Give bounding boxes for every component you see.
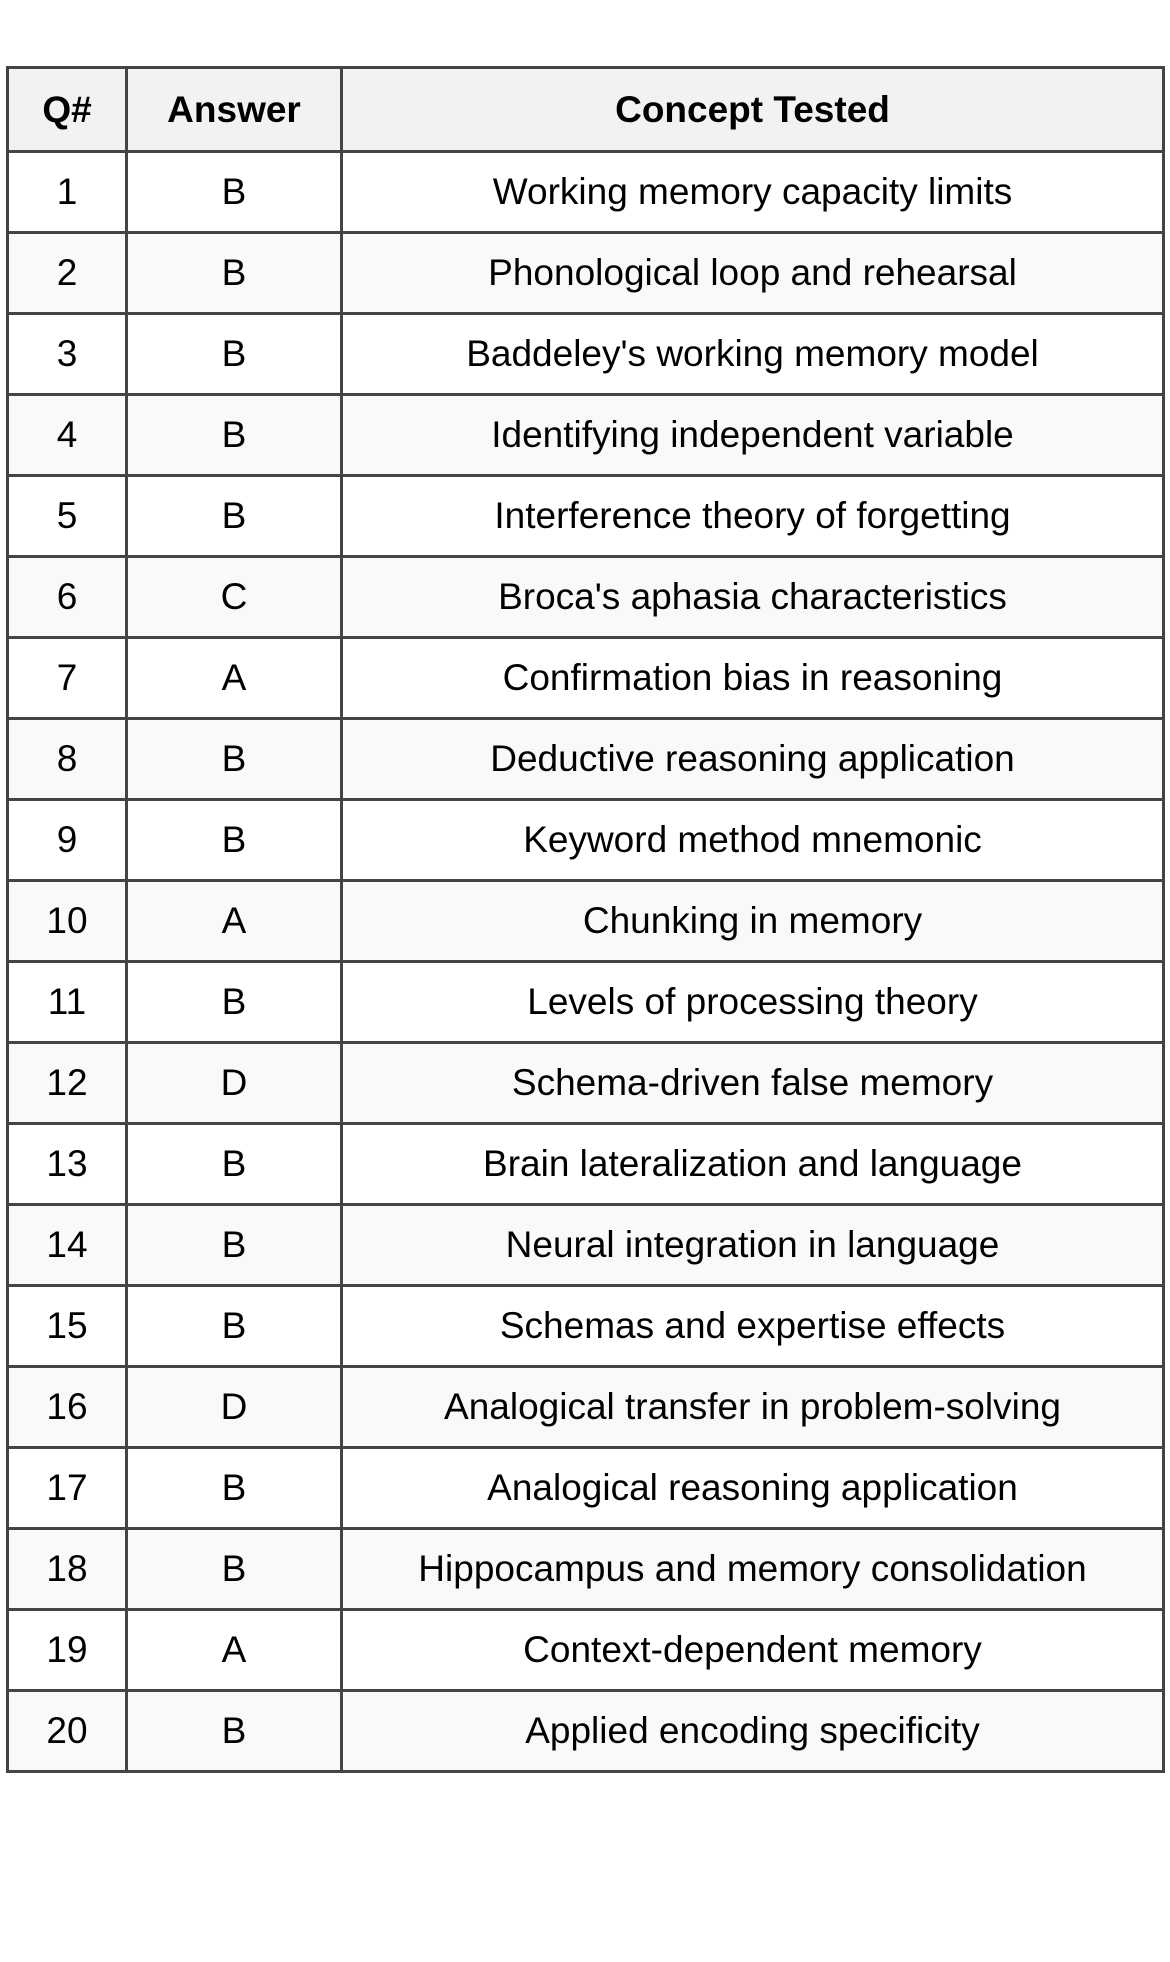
question-number-cell: 11: [8, 962, 127, 1043]
table-row: [8, 1124, 1164, 1205]
concept-cell: Deductive reasoning application: [342, 719, 1164, 800]
answer-cell: B: [127, 1529, 342, 1610]
question-number-cell: 2: [8, 233, 127, 314]
answer-cell: B: [127, 962, 342, 1043]
table-row: [8, 962, 1164, 1043]
table-row: [8, 1367, 1164, 1448]
header-row: [8, 68, 1164, 152]
question-number-cell: 3: [8, 314, 127, 395]
question-number-cell: 5: [8, 476, 127, 557]
table-row: [8, 719, 1164, 800]
question-number-cell: 6: [8, 557, 127, 638]
question-number-cell: 16: [8, 1367, 127, 1448]
question-number-cell: 9: [8, 800, 127, 881]
question-number-cell: 12: [8, 1043, 127, 1124]
concept-cell: Interference theory of forgetting: [342, 476, 1164, 557]
column-header-answer: Answer: [127, 68, 342, 152]
answer-cell: D: [127, 1043, 342, 1124]
question-number-cell: 20: [8, 1691, 127, 1772]
table-row: [8, 314, 1164, 395]
question-number-cell: 1: [8, 152, 127, 233]
table-row: [8, 557, 1164, 638]
concept-cell: Confirmation bias in reasoning: [342, 638, 1164, 719]
concept-cell: Baddeley's working memory model: [342, 314, 1164, 395]
concept-cell: Broca's aphasia characteristics: [342, 557, 1164, 638]
concept-cell: Working memory capacity limits: [342, 152, 1164, 233]
answer-cell: B: [127, 800, 342, 881]
concept-cell: Schemas and expertise effects: [342, 1286, 1164, 1367]
answer-cell: B: [127, 395, 342, 476]
answer-cell: B: [127, 314, 342, 395]
concept-cell: Applied encoding specificity: [342, 1691, 1164, 1772]
answer-cell: A: [127, 881, 342, 962]
concept-cell: Analogical transfer in problem-solving: [342, 1367, 1164, 1448]
concept-cell: Keyword method mnemonic: [342, 800, 1164, 881]
table-row: [8, 800, 1164, 881]
answer-cell: B: [127, 1205, 342, 1286]
answer-cell: B: [127, 1691, 342, 1772]
column-header-question-number: Q#: [8, 68, 127, 152]
table-row: [8, 476, 1164, 557]
answer-key-table: [6, 66, 1165, 1773]
table-row: [8, 395, 1164, 476]
table-row: [8, 1610, 1164, 1691]
concept-cell: Brain lateralization and language: [342, 1124, 1164, 1205]
question-number-cell: 14: [8, 1205, 127, 1286]
answer-cell: B: [127, 719, 342, 800]
concept-cell: Hippocampus and memory consolidation: [342, 1529, 1164, 1610]
question-number-cell: 17: [8, 1448, 127, 1529]
answer-cell: B: [127, 1124, 342, 1205]
question-number-cell: 8: [8, 719, 127, 800]
answer-cell: B: [127, 233, 342, 314]
answer-cell: C: [127, 557, 342, 638]
concept-cell: Levels of processing theory: [342, 962, 1164, 1043]
answer-cell: B: [127, 476, 342, 557]
question-number-cell: 15: [8, 1286, 127, 1367]
table-row: [8, 1286, 1164, 1367]
question-number-cell: 4: [8, 395, 127, 476]
question-number-cell: 13: [8, 1124, 127, 1205]
table-row: [8, 1691, 1164, 1772]
table-row: [8, 1448, 1164, 1529]
table-row: [8, 1205, 1164, 1286]
concept-cell: Schema-driven false memory: [342, 1043, 1164, 1124]
question-number-cell: 19: [8, 1610, 127, 1691]
question-number-cell: 10: [8, 881, 127, 962]
concept-cell: Context-dependent memory: [342, 1610, 1164, 1691]
table-row: [8, 233, 1164, 314]
table-row: [8, 152, 1164, 233]
question-number-cell: 18: [8, 1529, 127, 1610]
answer-cell: D: [127, 1367, 342, 1448]
answer-cell: A: [127, 1610, 342, 1691]
table-row: [8, 638, 1164, 719]
answer-cell: B: [127, 1286, 342, 1367]
concept-cell: Analogical reasoning application: [342, 1448, 1164, 1529]
table-row: [8, 1529, 1164, 1610]
table-row: [8, 1043, 1164, 1124]
concept-cell: Chunking in memory: [342, 881, 1164, 962]
concept-cell: Phonological loop and rehearsal: [342, 233, 1164, 314]
answer-cell: B: [127, 1448, 342, 1529]
table-row: [8, 881, 1164, 962]
answer-cell: A: [127, 638, 342, 719]
question-number-cell: 7: [8, 638, 127, 719]
column-header-concept: Concept Tested: [342, 68, 1164, 152]
concept-cell: Neural integration in language: [342, 1205, 1164, 1286]
answer-cell: B: [127, 152, 342, 233]
concept-cell: Identifying independent variable: [342, 395, 1164, 476]
